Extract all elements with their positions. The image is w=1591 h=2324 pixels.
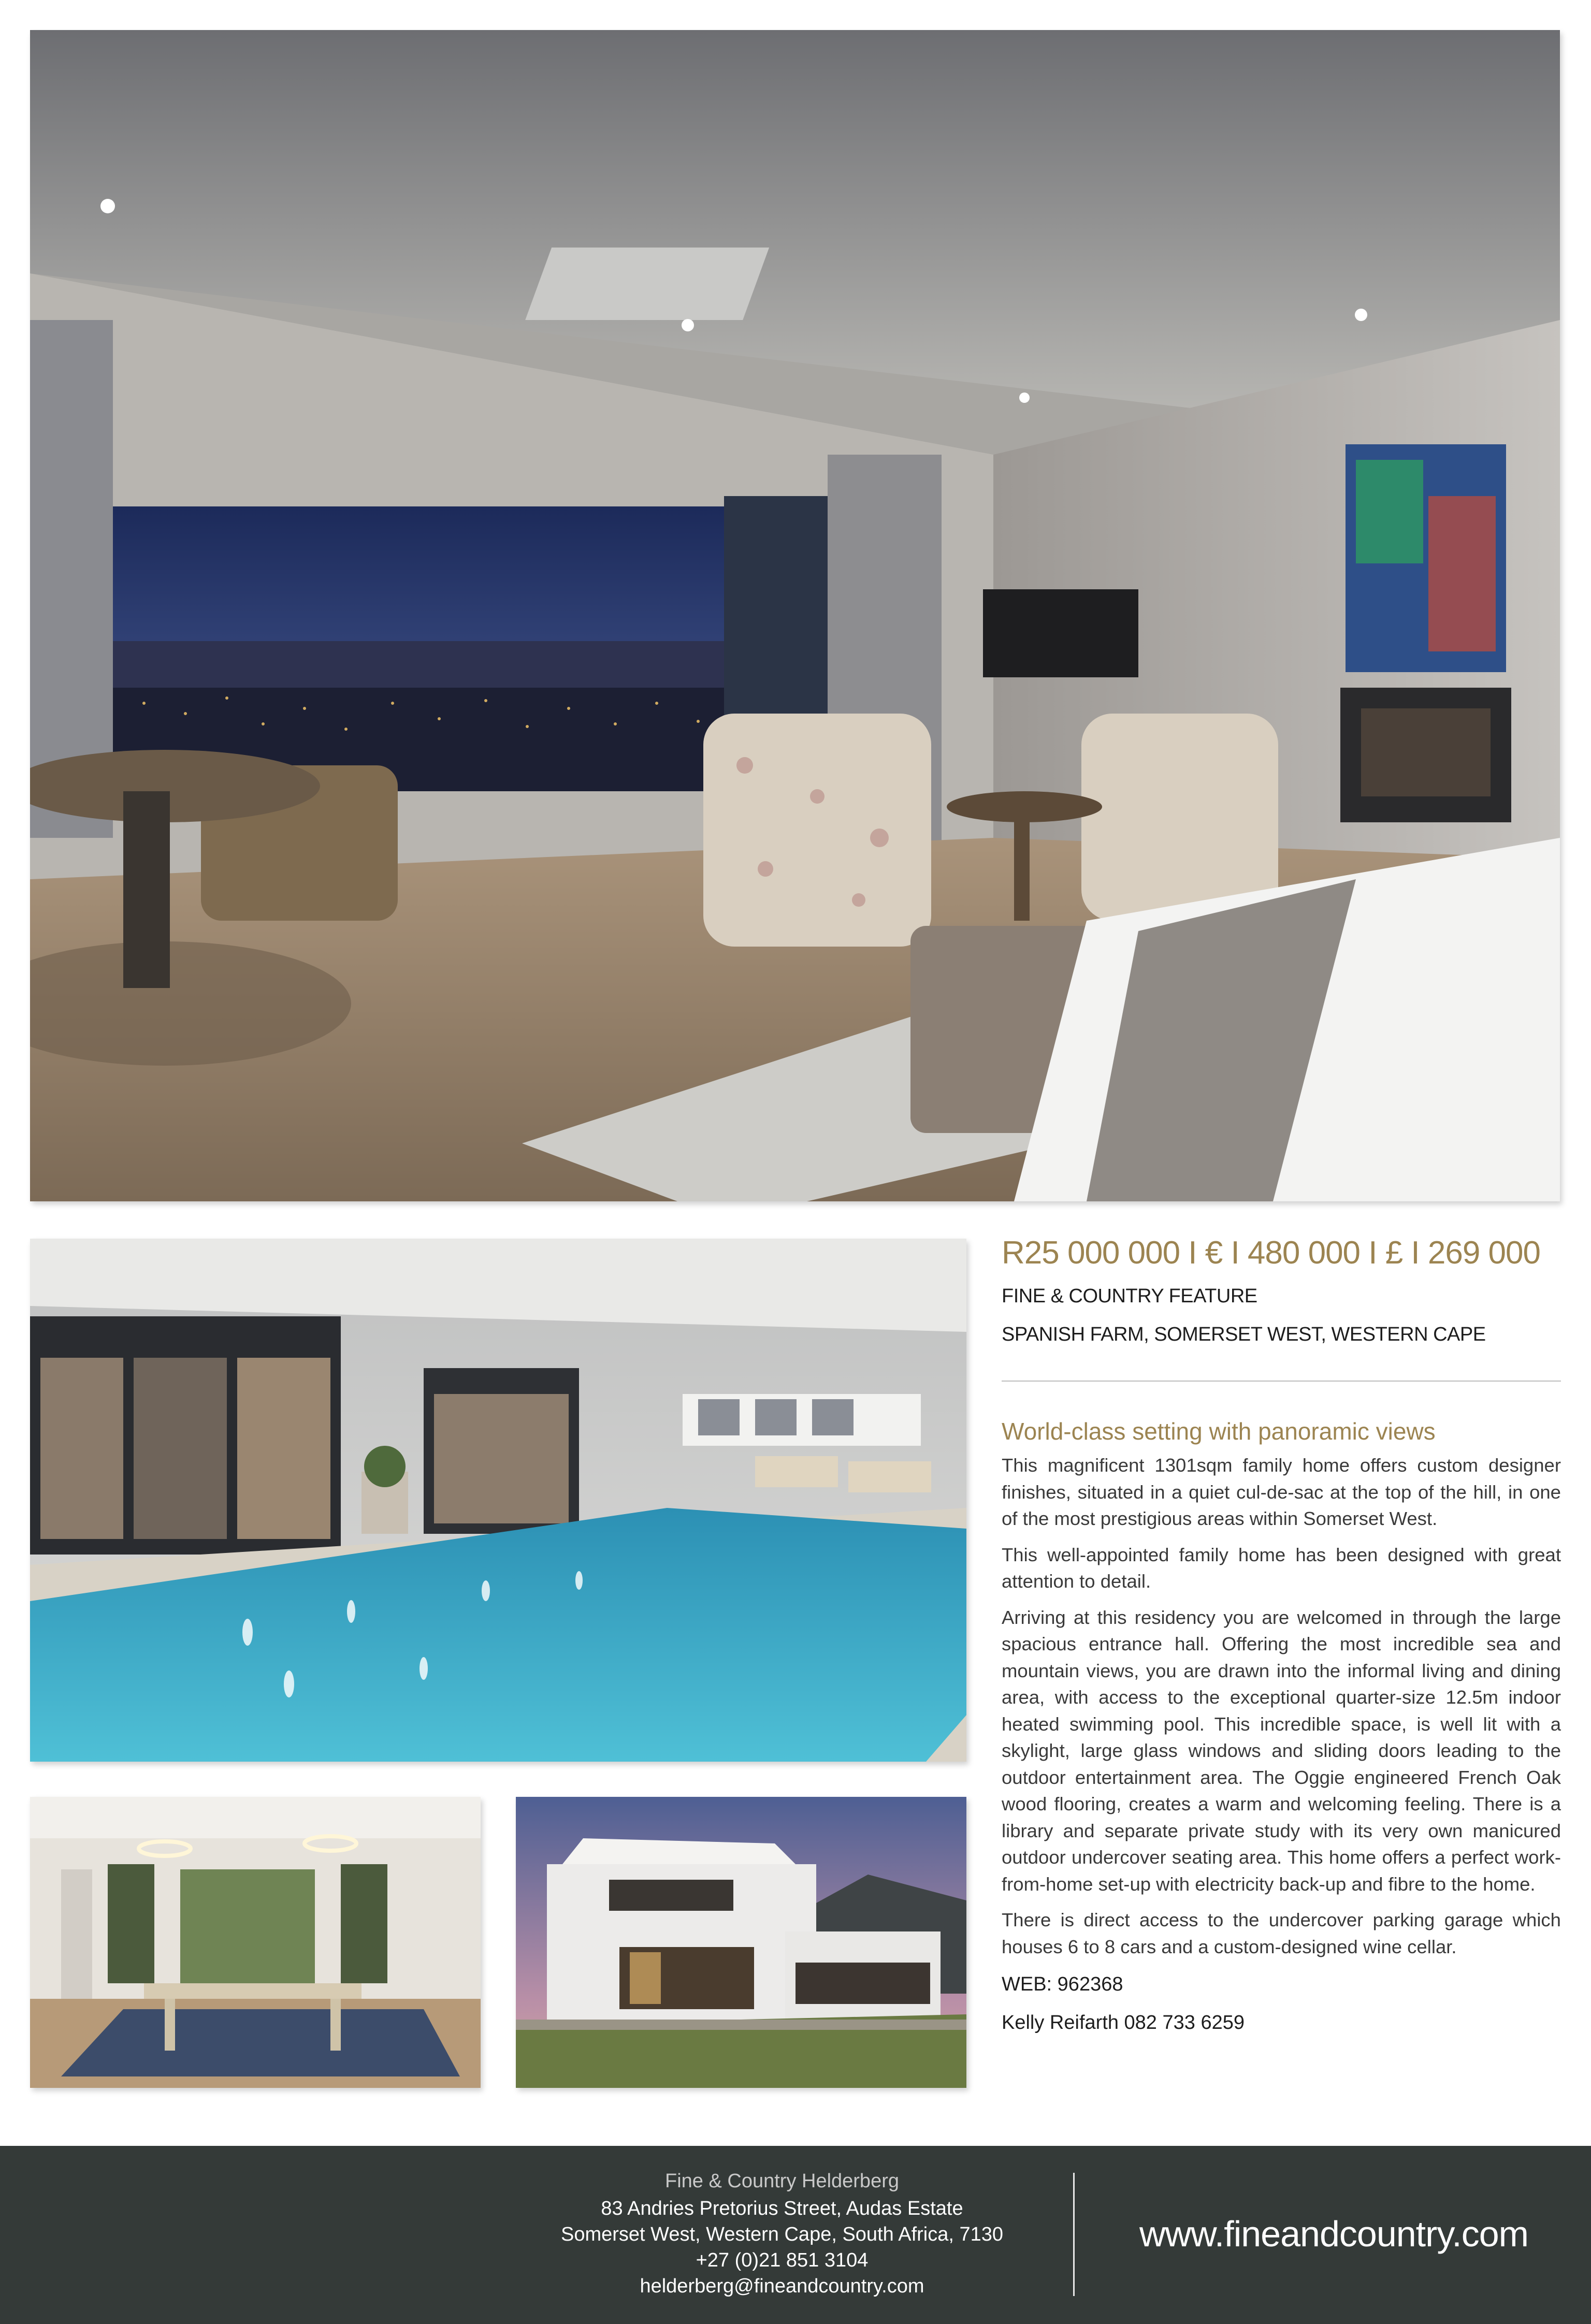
office-name: Fine & Country Helderberg <box>665 2170 899 2192</box>
property-location: SPANISH FARM, SOMERSET WEST, WESTERN CAPE <box>1002 1324 1486 1345</box>
listing-details <box>1002 1232 1561 2037</box>
photo-exterior <box>516 1797 966 2088</box>
office-contact-block <box>508 2167 1057 2299</box>
address-line: 83 Andries Pretorius Street, Audas Estate <box>601 2198 963 2219</box>
website-link[interactable]: www.fineandcountry.com <box>1139 2214 1528 2254</box>
description-paragraph: This magnificent 1301sqm family home offers custom designer finishes, situated in a quiet cul-de-sac at the top of the hill, in one of the most prestigious areas within Somerset West. <box>1002 1455 1561 1529</box>
address-line: Somerset West, Western Cape, South Africa, 7130 <box>560 2224 1004 2245</box>
description-paragraph: This well-appointed family home has been designed with great attention to detail. <box>1002 1544 1561 1592</box>
hero-photo-bedroom <box>30 30 1560 1201</box>
footer-divider <box>1073 2173 1075 2296</box>
feature-tag: FINE & COUNTRY FEATURE <box>1002 1285 1257 1307</box>
email-link[interactable]: helderberg@fineandcountry.com <box>640 2275 924 2297</box>
phone-number[interactable]: +27 (0)21 851 3104 <box>696 2249 869 2271</box>
web-reference: WEB: 962368 <box>1002 1973 1123 1995</box>
description-paragraph: There is direct access to the undercover parking garage which houses 6 to 8 cars and a custom-designed wine cellar. <box>1002 1909 1561 1957</box>
agent-contact: Kelly Reifarth 082 733 6259 <box>1002 2012 1245 2034</box>
photo-indoor-pool <box>30 1239 966 1762</box>
photo-library <box>30 1797 481 2088</box>
description-paragraph: Arriving at this residency you are welcomed in through the large spacious entrance hall. Offering the most incredible sea and mountain views, you are drawn into the informal living and dining area, with access to the exceptional quarter-size 12.5m indoor heated swimming pool. This incredible space, is well lit with a skylight, large glass windows and sliding doors leading to the outdoor entertainment area. The Oggie engineered French Oak wood flooring, creates a warm and welcoming feeling. There is a library and separate private study with its very own manicured outdoor undercover seating area. This home offers a perfect work-from-home set-up with electricity back-up and fibre to the home. <box>1002 1606 1561 1895</box>
footer <box>0 2146 1591 2324</box>
feature-title: World-class setting with panoramic views <box>1002 1418 1436 1445</box>
price-heading: R25 000 000 I € I 480 000 I £ I 269 000 <box>1002 1235 1540 1271</box>
section-divider <box>1002 1381 1561 1382</box>
